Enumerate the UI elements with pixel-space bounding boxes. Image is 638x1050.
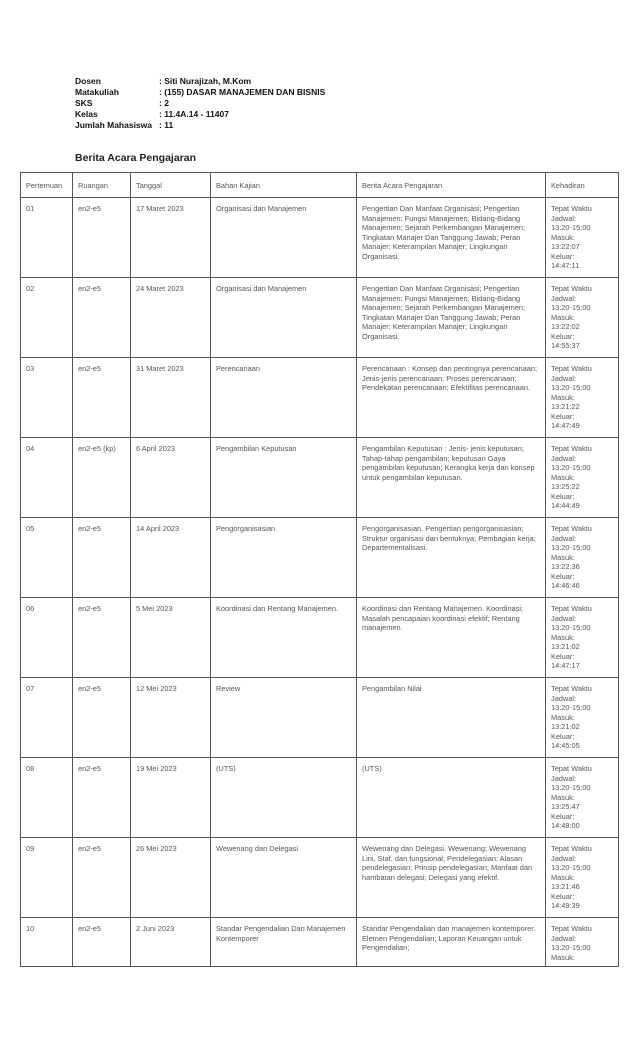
kehadiran-masuk: 13:22:02 (551, 322, 580, 331)
kehadiran-status: Tepat Waktu (551, 764, 592, 773)
kehadiran-masuk: 13:21:02 (551, 642, 580, 651)
kehadiran-jadwal-label: Jadwal: (551, 853, 577, 863)
table-row (21, 598, 619, 678)
kelas-label: Kelas (75, 109, 98, 119)
cell-berita-acara: Standar Pengendalian dan manajemen kontemporer. Elemen Pengendalian; Laporan Keuangan untuk Pengendalian; (357, 918, 546, 967)
cell-ruangan: en2-e5 (73, 838, 131, 918)
kehadiran-keluar-label: Keluar: (551, 251, 575, 261)
kehadiran-masuk-label: Masuk: (551, 792, 575, 802)
dosen-label: Dosen (75, 76, 101, 86)
cell-pertemuan: 03 (21, 358, 73, 438)
matakuliah-label: Matakuliah (75, 87, 119, 97)
cell-kehadiran (546, 758, 619, 838)
kehadiran-jadwal-label: Jadwal: (551, 533, 577, 543)
cell-berita-acara: (UTS) (357, 758, 546, 838)
cell-bahan-kajian: Pengambilan Keputusan (211, 438, 357, 518)
cell-tanggal: 2 Juni 2023 (131, 918, 211, 967)
kehadiran-masuk: 13:25:22 (551, 482, 580, 491)
cell-bahan-kajian: (UTS) (211, 758, 357, 838)
cell-berita-acara: Pengambilan Nilai (357, 678, 546, 758)
cell-bahan-kajian: Standar Pengendalian Dan Manajemen Kontemporer (211, 918, 357, 967)
cell-tanggal: 24 Maret 2023 (131, 278, 211, 358)
cell-pertemuan: 06 (21, 598, 73, 678)
cell-bahan-kajian: Organisasi dan Manajemen (211, 198, 357, 278)
kehadiran-masuk: 13:22:07 (551, 242, 580, 251)
info-row-matakuliah (75, 87, 325, 98)
kehadiran-status: Tepat Waktu (551, 924, 592, 933)
kehadiran-masuk-label: Masuk: (551, 472, 575, 482)
kehadiran-keluar-label: Keluar: (551, 411, 575, 421)
kehadiran-keluar: 14:47:11 (551, 261, 580, 270)
cell-tanggal: 31 Maret 2023 (131, 358, 211, 438)
kehadiran-status: Tepat Waktu (551, 604, 592, 613)
cell-bahan-kajian: Perencanaan (211, 358, 357, 438)
info-row-sks (75, 98, 325, 109)
table-row (21, 758, 619, 838)
cell-pertemuan: 05 (21, 518, 73, 598)
kehadiran-jadwal: 13:20-15:00 (551, 943, 591, 952)
kehadiran-keluar: 14:46:46 (551, 581, 580, 590)
cell-berita-acara: Koordinasi dan Rentang Manajemen. Koordinasi; Masalah pencapaian koordinasi efektif; Rentang manajemen. (357, 598, 546, 678)
kehadiran-jadwal: 13:20-15:00 (551, 543, 591, 552)
kehadiran-keluar-label: Keluar: (551, 731, 575, 741)
kehadiran-masuk-label: Masuk: (551, 712, 575, 722)
cell-kehadiran (546, 678, 619, 758)
kehadiran-masuk-label: Masuk: (551, 952, 575, 962)
cell-bahan-kajian: Review (211, 678, 357, 758)
kehadiran-masuk: 13:25:47 (551, 802, 580, 811)
cell-pertemuan: 08 (21, 758, 73, 838)
kehadiran-keluar-label: Keluar: (551, 491, 575, 501)
cell-tanggal: 19 Mei 2023 (131, 758, 211, 838)
course-info (75, 76, 325, 131)
cell-berita-acara: Wewenang dan Delegasi. Wewenang; Wewenang Lini, Staf, dan fungsional; Pendelegasian; Alasan pendelegasian; Prinsip pendelegasian; Manfaat dan hambatan delegasi; Delegasi yang efektif. (357, 838, 546, 918)
cell-bahan-kajian: Wewenang dan Delegasi (211, 838, 357, 918)
cell-tanggal: 26 Mei 2023 (131, 838, 211, 918)
kehadiran-keluar: 14:44:49 (551, 501, 580, 510)
kehadiran-masuk-label: Masuk: (551, 552, 575, 562)
cell-berita-acara: Pengertian Dan Manfaat Organisasi; Pengertian Manajemen; Fungsi Manajemen; Bidang-Bidang Manajemen; Sejarah Perkembangan Manajemen; Tingkatan Manajer Dan Tanggung Jawab; Peran Manajer; Keterampilan Manajer; Lingkungan Organisasi. (357, 278, 546, 358)
kehadiran-keluar-label: Keluar: (551, 331, 575, 341)
kehadiran-keluar: 14:45:05 (551, 741, 580, 750)
kehadiran-jadwal-label: Jadwal: (551, 933, 577, 943)
table-header-row (21, 173, 619, 198)
kehadiran-masuk-label: Masuk: (551, 232, 575, 242)
info-row-jumlah (75, 120, 325, 131)
cell-ruangan: en2-e5 (73, 598, 131, 678)
kehadiran-keluar: 14:55:37 (551, 341, 580, 350)
kehadiran-status: Tepat Waktu (551, 284, 592, 293)
cell-berita-acara: Pengambilan Keputusan : Jenis- jenis keputusan; Tahap-tahap pengambilan; keputusan Gaya pengambilan keputusan; Kerangka kerja dan konsep untuk pengambilan keputusan. (357, 438, 546, 518)
cell-bahan-kajian: Organisasi dan Manajemen (211, 278, 357, 358)
kehadiran-jadwal-label: Jadwal: (551, 293, 577, 303)
cell-kehadiran (546, 838, 619, 918)
kehadiran-keluar: 14:49:39 (551, 901, 580, 910)
table-row (21, 438, 619, 518)
kehadiran-jadwal-label: Jadwal: (551, 613, 577, 623)
kehadiran-jadwal: 13:20-15:00 (551, 623, 591, 632)
kehadiran-status: Tepat Waktu (551, 524, 592, 533)
cell-tanggal: 12 Mei 2023 (131, 678, 211, 758)
matakuliah-value: : (155) DASAR MANAJEMEN DAN BISNIS (159, 87, 326, 97)
cell-pertemuan: 04 (21, 438, 73, 518)
header-bahan-kajian: Bahan Kajian (211, 173, 357, 198)
header-berita-acara: Berita Acara Pengajaran (357, 173, 546, 198)
cell-pertemuan: 09 (21, 838, 73, 918)
cell-kehadiran (546, 358, 619, 438)
kehadiran-status: Tepat Waktu (551, 204, 592, 213)
kehadiran-masuk: 13:21:46 (551, 882, 580, 891)
kehadiran-jadwal-label: Jadwal: (551, 373, 577, 383)
cell-kehadiran (546, 598, 619, 678)
cell-berita-acara: Pengorganisasian. Pengertian pengorganisasian; Struktur organisasi dan bentuknya; Pembagian kerja; Departementalisasi. (357, 518, 546, 598)
cell-ruangan: en2-e5 (73, 278, 131, 358)
cell-ruangan: en2-e5 (73, 358, 131, 438)
cell-ruangan: en2-e5 (kp) (73, 438, 131, 518)
sks-value: : 2 (159, 98, 169, 108)
cell-kehadiran (546, 438, 619, 518)
cell-kehadiran (546, 518, 619, 598)
info-row-kelas (75, 109, 325, 120)
section-title: Berita Acara Pengajaran (75, 152, 197, 164)
kehadiran-status: Tepat Waktu (551, 844, 592, 853)
header-pertemuan: Pertemuan (21, 173, 73, 198)
cell-kehadiran (546, 918, 619, 967)
kehadiran-jadwal: 13:20-15:00 (551, 863, 591, 872)
kehadiran-masuk-label: Masuk: (551, 872, 575, 882)
cell-bahan-kajian: Pengorganisasian (211, 518, 357, 598)
kehadiran-jadwal-label: Jadwal: (551, 773, 577, 783)
kehadiran-jadwal: 13:20-15:00 (551, 703, 591, 712)
info-row-dosen (75, 76, 325, 87)
kehadiran-jadwal: 13:20-15:00 (551, 783, 591, 792)
table-row (21, 278, 619, 358)
cell-ruangan: en2-e5 (73, 918, 131, 967)
table-row (21, 198, 619, 278)
table-row (21, 918, 619, 967)
kelas-value: : 11.4A.14 - 11407 (159, 109, 229, 119)
cell-ruangan: en2-e5 (73, 758, 131, 838)
kehadiran-jadwal: 13:20-15:00 (551, 383, 591, 392)
cell-berita-acara: Perencanaan : Konsep dan pentingnya perencanaan; Jenis-jenis perencanaan; Proses perencanaan; Pendekatan perencanaan; Efektifitas perencanaan. (357, 358, 546, 438)
sks-label: SKS (75, 98, 93, 108)
kehadiran-status: Tepat Waktu (551, 364, 592, 373)
kehadiran-jadwal: 13:20-15:00 (551, 223, 591, 232)
cell-berita-acara: Pengertian Dan Manfaat Organisasi; Pengertian Manajemen; Fungsi Manajemen; Bidang-Bidang Manajemen; Sejarah Perkembangan Manajemen; Tingkatan Manajer Dan Tanggung Jawab; Peran Manajer; Keterampilan Manajer; Lingkungan Organisasi. (357, 198, 546, 278)
cell-ruangan: en2-e5 (73, 198, 131, 278)
kehadiran-keluar: 14:48:00 (551, 821, 580, 830)
kehadiran-keluar-label: Keluar: (551, 571, 575, 581)
attendance-table (20, 172, 619, 967)
table-row (21, 518, 619, 598)
kehadiran-masuk: 13:21:22 (551, 402, 580, 411)
kehadiran-keluar: 14:47:49 (551, 421, 580, 430)
header-kehadiran: Kehadiran (546, 173, 619, 198)
kehadiran-masuk-label: Masuk: (551, 632, 575, 642)
cell-bahan-kajian: Koordinasi dan Rentang Manajemen. (211, 598, 357, 678)
cell-tanggal: 17 Maret 2023 (131, 198, 211, 278)
cell-tanggal: 6 April 2023 (131, 438, 211, 518)
jumlah-label: Jumlah Mahasiswa (75, 120, 153, 130)
cell-pertemuan: 02 (21, 278, 73, 358)
kehadiran-keluar-label: Keluar: (551, 811, 575, 821)
kehadiran-status: Tepat Waktu (551, 444, 592, 453)
table-row (21, 838, 619, 918)
kehadiran-jadwal: 13:20-15:00 (551, 303, 591, 312)
cell-pertemuan: 10 (21, 918, 73, 967)
cell-tanggal: 5 Mei 2023 (131, 598, 211, 678)
kehadiran-jadwal-label: Jadwal: (551, 213, 577, 223)
kehadiran-masuk: 13:21:02 (551, 722, 580, 731)
cell-tanggal: 14 April 2023 (131, 518, 211, 598)
table-row (21, 358, 619, 438)
kehadiran-jadwal: 13:20-15:00 (551, 463, 591, 472)
kehadiran-keluar: 14:47:17 (551, 661, 580, 670)
kehadiran-status: Tepat Waktu (551, 684, 592, 693)
kehadiran-masuk-label: Masuk: (551, 392, 575, 402)
jumlah-value: : 11 (159, 120, 174, 130)
kehadiran-jadwal-label: Jadwal: (551, 453, 577, 463)
kehadiran-keluar-label: Keluar: (551, 651, 575, 661)
cell-ruangan: en2-e5 (73, 678, 131, 758)
cell-kehadiran (546, 278, 619, 358)
cell-ruangan: en2-e5 (73, 518, 131, 598)
cell-pertemuan: 07 (21, 678, 73, 758)
header-tanggal: Tanggal (131, 173, 211, 198)
kehadiran-jadwal-label: Jadwal: (551, 693, 577, 703)
header-ruangan: Ruangan (73, 173, 131, 198)
cell-pertemuan: 01 (21, 198, 73, 278)
kehadiran-keluar-label: Keluar: (551, 891, 575, 901)
table-row (21, 678, 619, 758)
dosen-value: : Siti Nurajizah, M.Kom (159, 76, 252, 86)
kehadiran-masuk: 13:22:36 (551, 562, 580, 571)
kehadiran-masuk-label: Masuk: (551, 312, 575, 322)
cell-kehadiran (546, 198, 619, 278)
